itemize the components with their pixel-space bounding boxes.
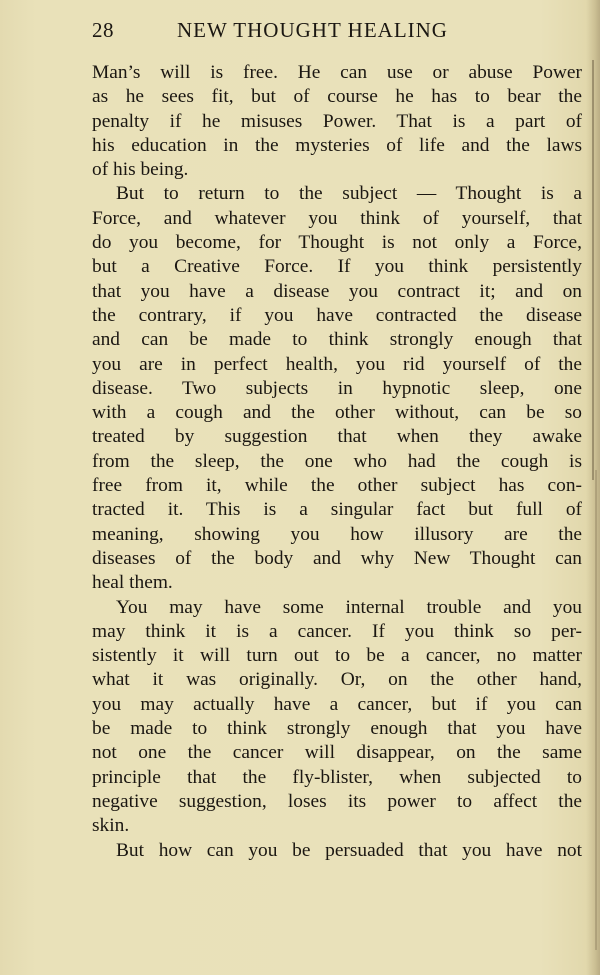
text-line: of his being. xyxy=(92,159,189,181)
text-line: be made to think strongly enough that you have xyxy=(92,718,582,740)
text-line: disease. Two subjects in hypnotic sleep, one xyxy=(92,377,582,399)
page-edge-line xyxy=(592,60,594,480)
text-line: But how can you be persuaded that you have not xyxy=(116,839,582,861)
page-edge-line-lower xyxy=(595,470,597,950)
text-line: that you have a disease you contract it; and on xyxy=(92,280,582,302)
text-line: what it was originally. Or, on the other hand, xyxy=(92,669,582,691)
text-line: diseases of the body and why New Thought can xyxy=(92,547,582,569)
text-line: from the sleep, the one who had the cough is xyxy=(92,450,582,472)
text-line: as he sees fit, but of course he has to bear the xyxy=(92,86,582,108)
text-line: may think it is a cancer. If you think so per- xyxy=(92,620,582,642)
text-line: not one the cancer will disappear, on the same xyxy=(92,742,582,764)
page-number: 28 xyxy=(92,18,114,42)
text-line: negative suggestion, loses its power to affect the xyxy=(92,790,582,812)
text-line: free from it, while the other subject has con- xyxy=(92,475,582,497)
text-line: But to return to the subject — Thought is a xyxy=(116,183,582,205)
text-line: you may actually have a cancer, but if you can xyxy=(92,693,582,715)
text-line: meaning, showing you how illusory are the xyxy=(92,523,582,545)
text-line: You may have some internal trouble and you xyxy=(116,596,582,618)
text-line: sistently it will turn out to be a cancer, no matter xyxy=(92,645,582,667)
text-line: his education in the mysteries of life and the laws xyxy=(92,134,582,156)
text-line: tracted it. This is a singular fact but full of xyxy=(92,499,582,521)
text-line: you are in perfect health, you rid yourself of the xyxy=(92,353,582,375)
text-line: with a cough and the other without, can be so xyxy=(92,402,582,424)
text-line: penalty if he misuses Power. That is a part of xyxy=(92,110,582,132)
text-line: the contrary, if you have contracted the disease xyxy=(92,304,582,326)
running-title: NEW THOUGHT HEALING xyxy=(177,18,448,42)
text-line: do you become, for Thought is not only a Force, xyxy=(92,232,582,254)
text-line: skin. xyxy=(92,815,130,837)
text-line: and can be made to think strongly enough that xyxy=(92,329,582,351)
text-line: principle that the fly-blister, when subjected to xyxy=(92,766,582,788)
text-line: but a Creative Force. If you think persistently xyxy=(92,256,582,278)
text-line: Force, and whatever you think of yourself, that xyxy=(92,207,582,229)
text-line: heal them. xyxy=(92,572,173,594)
text-line: Man’s will is free. He can use or abuse Power xyxy=(92,62,582,83)
text-line: treated by suggestion that when they awake xyxy=(92,426,582,448)
body-text xyxy=(92,61,582,863)
running-header xyxy=(92,18,582,48)
